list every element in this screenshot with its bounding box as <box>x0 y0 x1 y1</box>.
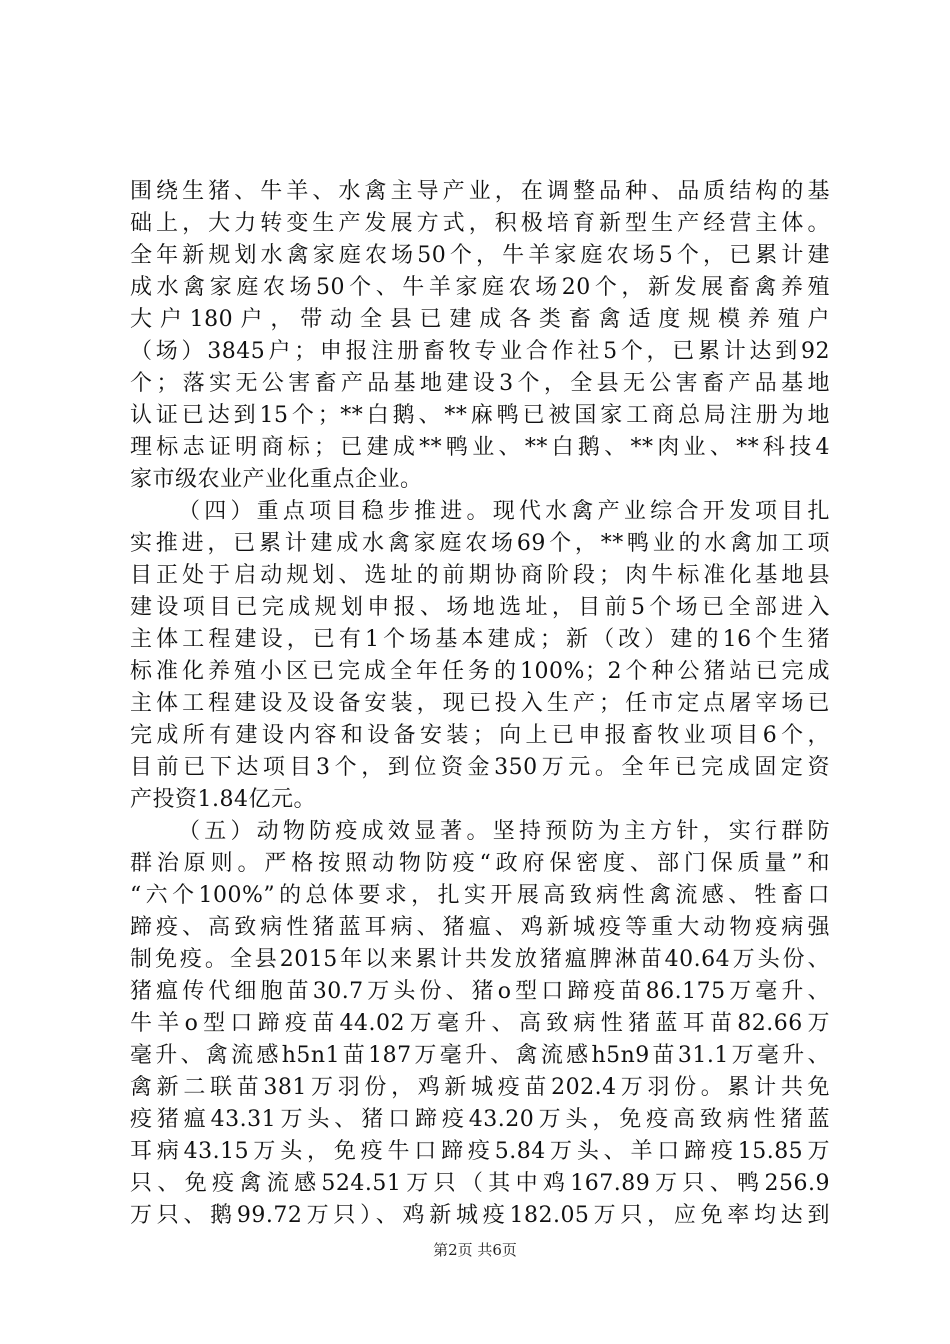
text-line: 大户180户，带动全县已建成各类畜禽适度规模养殖户 <box>130 307 830 332</box>
text-line: 认证已达到15个；**白鹅、**麻鸭已被国家工商总局注册为地 <box>130 403 830 428</box>
text-line: 个；落实无公害畜产品基地建设3个，全县无公害畜产品基地 <box>130 371 830 396</box>
text-line: （场）3845户；申报注册畜牧专业合作社5个，已累计达到92 <box>130 339 830 364</box>
text-line: 目前已下达项目3个，到位资金350万元。全年已完成固定资 <box>130 755 830 780</box>
text-line: 完成所有建设内容和设备安装；向上已申报畜牧业项目6个， <box>130 723 830 748</box>
text-line: 产投资1.84亿元。 <box>130 787 316 812</box>
text-line: 蹄疫、高致病性猪蓝耳病、猪瘟、鸡新城疫等重大动物疫病强 <box>130 915 830 940</box>
section-heading-line: （五）动物防疫成效显著。坚持预防为主方针，实行群防 <box>178 819 830 844</box>
text-line: “六个100%”的总体要求，扎实开展高致病性禽流感、牲畜口 <box>130 883 830 908</box>
body-text <box>130 176 830 1232</box>
text-line: 主体工程建设，已有1个场基本建成；新（改）建的16个生猪 <box>130 627 830 652</box>
text-line: 群治原则。严格按照动物防疫“政府保密度、部门保质量”和 <box>130 851 830 876</box>
text-line: 猪瘟传代细胞苗30.7万头份、猪o型口蹄疫苗86.175万毫升、 <box>130 979 830 1004</box>
text-line: 主体工程建设及设备安装，现已投入生产；任市定点屠宰场已 <box>130 691 830 716</box>
section-heading-line: （四）重点项目稳步推进。现代水禽产业综合开发项目扎 <box>178 499 830 524</box>
text-line: 只、免疫禽流感524.51万只（其中鸡167.89万只、鸭256.9 <box>130 1171 830 1196</box>
text-line: 成水禽家庭农场50个、牛羊家庭农场20个，新发展畜禽养殖 <box>130 275 830 300</box>
text-line: 牛羊o型口蹄疫苗44.02万毫升、高致病性猪蓝耳苗82.66万 <box>130 1011 830 1036</box>
text-line: 目正处于启动规划、选址的前期协商阶段；肉牛标准化基地县 <box>130 563 830 588</box>
text-line: 建设项目已完成规划申报、场地选址，目前5个场已全部进入 <box>130 595 830 620</box>
text-line: 耳病43.15万头，免疫牛口蹄疫5.84万头、羊口蹄疫15.85万 <box>130 1139 830 1164</box>
page-number: 第2页 共6页 <box>433 1241 517 1259</box>
text-line: 围绕生猪、牛羊、水禽主导产业，在调整品种、品质结构的基 <box>130 179 830 204</box>
text-line: 万只、鹅99.72万只）、鸡新城疫182.05万只，应免率均达到 <box>130 1203 830 1228</box>
text-line: 家市级农业产业化重点企业。 <box>130 467 423 492</box>
text-line: 实推进，已累计建成水禽家庭农场69个，**鸭业的水禽加工项 <box>130 531 830 556</box>
text-line: 疫猪瘟43.31万头、猪口蹄疫43.20万头，免疫高致病性猪蓝 <box>130 1107 830 1132</box>
text-line: 础上，大力转变生产发展方式，积极培育新型生产经营主体。 <box>130 211 830 236</box>
text-line: 全年新规划水禽家庭农场50个，牛羊家庭农场5个，已累计建 <box>130 243 830 268</box>
text-line: 理标志证明商标；已建成**鸭业、**白鹅、**肉业、**科技4 <box>130 435 830 460</box>
text-line: 制免疫。全县2015年以来累计共发放猪瘟脾淋苗40.64万头份、 <box>130 947 830 972</box>
text-line: 毫升、禽流感h5n1苗187万毫升、禽流感h5n9苗31.1万毫升、 <box>130 1043 830 1068</box>
text-line: 禽新二联苗381万羽份，鸡新城疫苗202.4万羽份。累计共免 <box>130 1075 830 1100</box>
text-line: 标准化养殖小区已完成全年任务的100%；2个种公猪站已完成 <box>130 659 830 684</box>
